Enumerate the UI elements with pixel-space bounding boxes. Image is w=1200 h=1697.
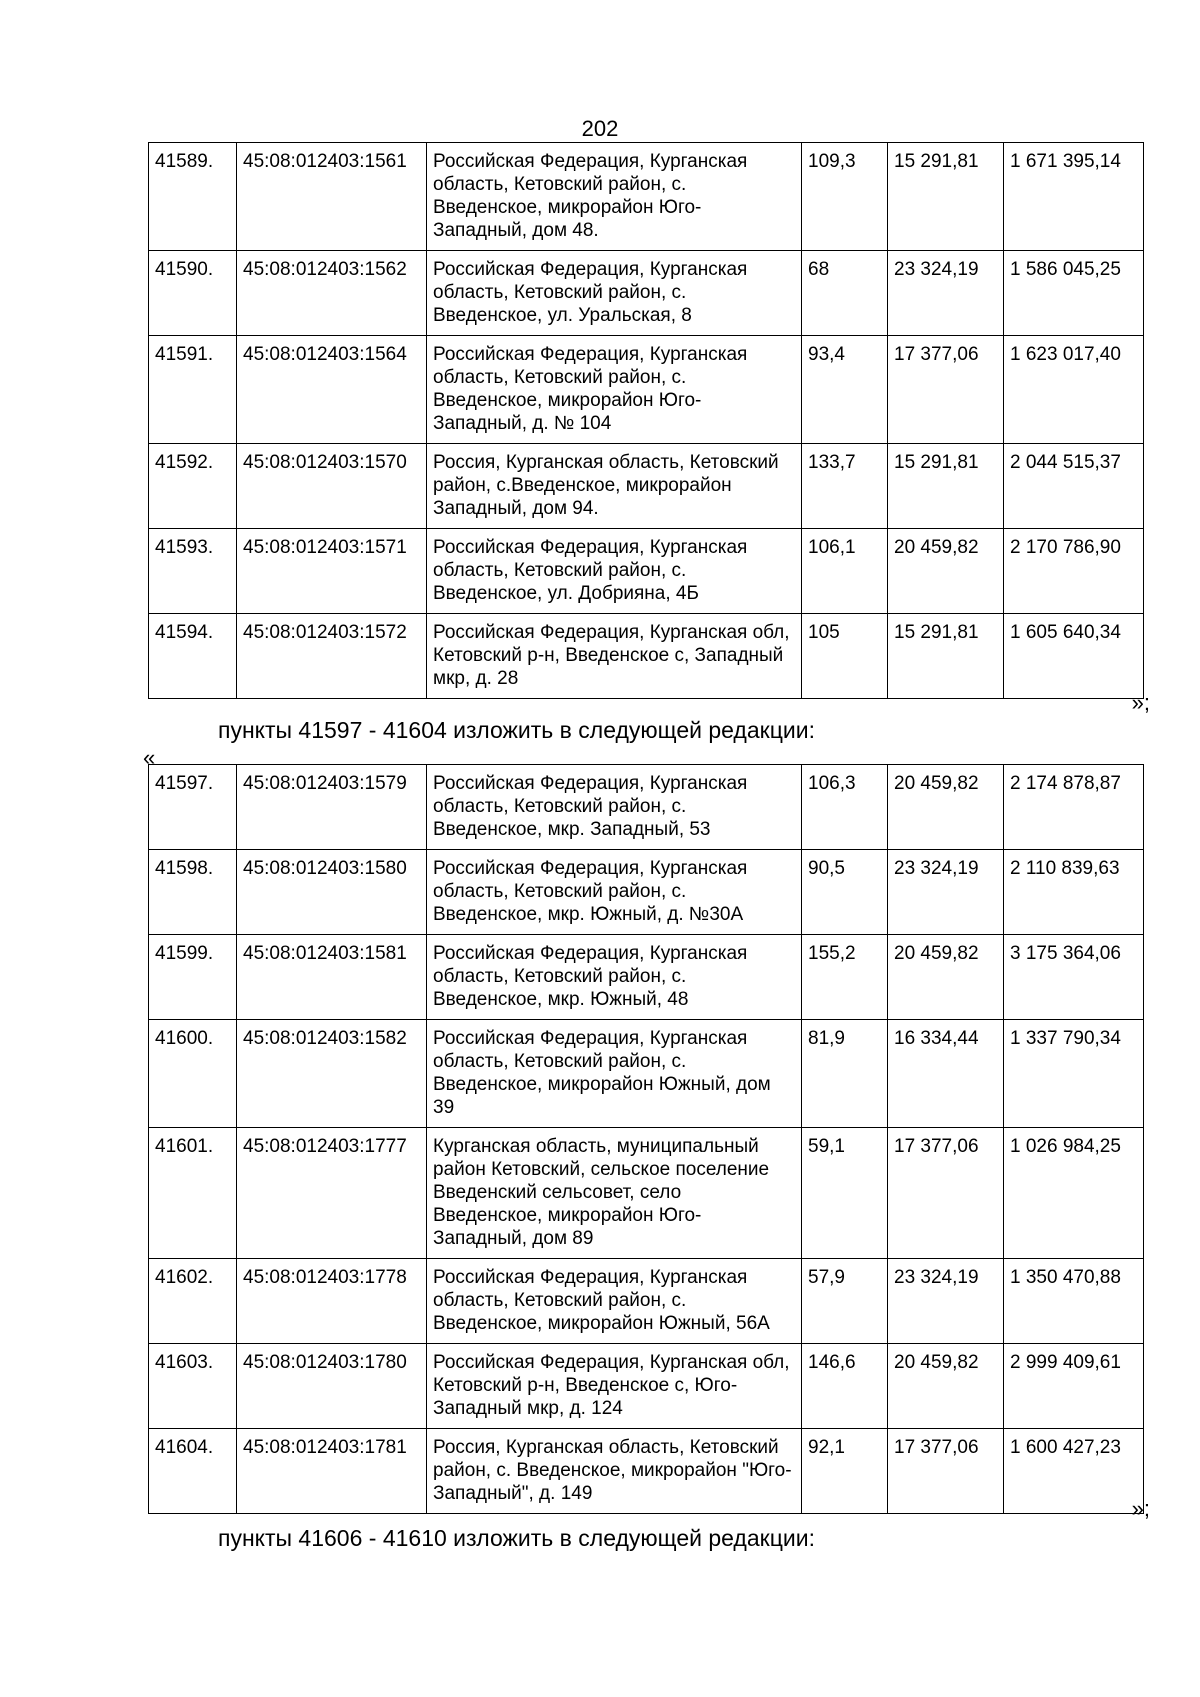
row-number-cell: 41597.	[149, 765, 237, 850]
address-cell: Российская Федерация, Курганская область, Кетовский район, с. Введенское, микрорайон Южный, 56А	[427, 1259, 802, 1344]
area-cell: 93,4	[802, 336, 888, 444]
table-row	[149, 850, 1144, 935]
table-row	[149, 251, 1144, 336]
table-row	[149, 529, 1144, 614]
table-row	[149, 1429, 1144, 1514]
area-cell: 68	[802, 251, 888, 336]
cadastral-value-cell: 1 623 017,40	[1004, 336, 1144, 444]
rate-cell: 23 324,19	[888, 251, 1004, 336]
rate-cell: 23 324,19	[888, 1259, 1004, 1344]
rate-cell: 15 291,81	[888, 143, 1004, 251]
cadastral-number-cell: 45:08:012403:1561	[237, 143, 427, 251]
row-number-cell: 41600.	[149, 1020, 237, 1128]
cadastral-number-cell: 45:08:012403:1579	[237, 765, 427, 850]
address-cell: Российская Федерация, Курганская область, Кетовский район, с. Введенское, мкр. Южный, д. №30А	[427, 850, 802, 935]
area-cell: 146,6	[802, 1344, 888, 1429]
cadastral-value-cell: 1 026 984,25	[1004, 1128, 1144, 1259]
cadastral-number-cell: 45:08:012403:1780	[237, 1344, 427, 1429]
cadastral-value-cell: 1 337 790,34	[1004, 1020, 1144, 1128]
cadastral-number-cell: 45:08:012403:1581	[237, 935, 427, 1020]
row-number-cell: 41590.	[149, 251, 237, 336]
area-cell: 92,1	[802, 1429, 888, 1514]
address-cell: Российская Федерация, Курганская область, Кетовский район, с. Введенское, мкр. Южный, 48	[427, 935, 802, 1020]
area-cell: 90,5	[802, 850, 888, 935]
cadastral-number-cell: 45:08:012403:1564	[237, 336, 427, 444]
cadastral-number-cell: 45:08:012403:1580	[237, 850, 427, 935]
rate-cell: 16 334,44	[888, 1020, 1004, 1128]
row-number-cell: 41592.	[149, 444, 237, 529]
cadastral-value-cell: 1 350 470,88	[1004, 1259, 1144, 1344]
row-number-cell: 41598.	[149, 850, 237, 935]
cadastral-value-cell: 3 175 364,06	[1004, 935, 1144, 1020]
row-number-cell: 41603.	[149, 1344, 237, 1429]
table-row	[149, 1128, 1144, 1259]
cadastral-value-cell: 2 044 515,37	[1004, 444, 1144, 529]
cadastral-number-cell: 45:08:012403:1778	[237, 1259, 427, 1344]
area-cell: 59,1	[802, 1128, 888, 1259]
address-cell: Российская Федерация, Курганская область, Кетовский район, с. Введенское, микрорайон Юго-Западный, д. № 104	[427, 336, 802, 444]
address-cell: Российская Федерация, Курганская область, Кетовский район, с. Введенское, микрорайон Юго-Западный, дом 48.	[427, 143, 802, 251]
table-row	[149, 444, 1144, 529]
address-cell: Российская Федерация, Курганская область, Кетовский район, с. Введенское, ул. Уральская, 8	[427, 251, 802, 336]
area-cell: 155,2	[802, 935, 888, 1020]
rate-cell: 20 459,82	[888, 1344, 1004, 1429]
rate-cell: 15 291,81	[888, 614, 1004, 699]
address-cell: Российская Федерация, Курганская обл, Кетовский р-н, Введенское с, Западный мкр, д. 28	[427, 614, 802, 699]
table-row	[149, 935, 1144, 1020]
cadastral-value-cell: 2 174 878,87	[1004, 765, 1144, 850]
property-table-2-body	[149, 765, 1144, 1514]
row-number-cell: 41604.	[149, 1429, 237, 1514]
address-cell: Курганская область, муниципальный район Кетовский, сельское поселение Введенский сельсовет, село Введенское, микрорайон Юго-Западный, дом 89	[427, 1128, 802, 1259]
area-cell: 57,9	[802, 1259, 888, 1344]
area-cell: 106,3	[802, 765, 888, 850]
property-table-1	[148, 142, 1144, 699]
cadastral-number-cell: 45:08:012403:1781	[237, 1429, 427, 1514]
cadastral-value-cell: 1 605 640,34	[1004, 614, 1144, 699]
row-number-cell: 41602.	[149, 1259, 237, 1344]
rate-cell: 20 459,82	[888, 529, 1004, 614]
row-number-cell: 41589.	[149, 143, 237, 251]
row-number-cell: 41593.	[149, 529, 237, 614]
cadastral-value-cell: 2 170 786,90	[1004, 529, 1144, 614]
row-number-cell: 41601.	[149, 1128, 237, 1259]
row-number-cell: 41594.	[149, 614, 237, 699]
cadastral-value-cell: 1 600 427,23	[1004, 1429, 1144, 1514]
rate-cell: 17 377,06	[888, 1128, 1004, 1259]
area-cell: 106,1	[802, 529, 888, 614]
address-cell: Российская Федерация, Курганская область, Кетовский район, с. Введенское, микрорайон Южный, дом 39	[427, 1020, 802, 1128]
area-cell: 133,7	[802, 444, 888, 529]
table-row	[149, 765, 1144, 850]
page-number: 202	[581, 116, 619, 141]
opening-quote: «	[143, 745, 156, 770]
table-row	[149, 143, 1144, 251]
area-cell: 81,9	[802, 1020, 888, 1128]
table-row	[149, 1344, 1144, 1429]
closing-quote-2: »;	[1131, 1496, 1150, 1521]
instruction-2: пункты 41606 - 41610 изложить в следующей редакции:	[218, 1525, 815, 1551]
address-cell: Российская Федерация, Курганская обл, Кетовский р-н, Введенское с, Юго-Западный мкр, д. 124	[427, 1344, 802, 1429]
table-row	[149, 1259, 1144, 1344]
cadastral-number-cell: 45:08:012403:1571	[237, 529, 427, 614]
address-cell: Российская Федерация, Курганская область, Кетовский район, с. Введенское, ул. Добрияна, 4Б	[427, 529, 802, 614]
rate-cell: 17 377,06	[888, 1429, 1004, 1514]
property-table-1-body	[149, 143, 1144, 699]
rate-cell: 17 377,06	[888, 336, 1004, 444]
rate-cell: 23 324,19	[888, 850, 1004, 935]
row-number-cell: 41591.	[149, 336, 237, 444]
cadastral-number-cell: 45:08:012403:1777	[237, 1128, 427, 1259]
area-cell: 105	[802, 614, 888, 699]
rate-cell: 20 459,82	[888, 935, 1004, 1020]
row-number-cell: 41599.	[149, 935, 237, 1020]
table-row	[149, 336, 1144, 444]
address-cell: Российская Федерация, Курганская область, Кетовский район, с. Введенское, мкр. Западный, 53	[427, 765, 802, 850]
table-row	[149, 614, 1144, 699]
cadastral-number-cell: 45:08:012403:1570	[237, 444, 427, 529]
area-cell: 109,3	[802, 143, 888, 251]
cadastral-number-cell: 45:08:012403:1562	[237, 251, 427, 336]
address-cell: Россия, Курганская область, Кетовский район, с.Введенское, микрорайон Западный, дом 94.	[427, 444, 802, 529]
property-table-2	[148, 764, 1144, 1514]
cadastral-number-cell: 45:08:012403:1572	[237, 614, 427, 699]
cadastral-value-cell: 2 999 409,61	[1004, 1344, 1144, 1429]
cadastral-value-cell: 2 110 839,63	[1004, 850, 1144, 935]
address-cell: Россия, Курганская область, Кетовский район, с. Введенское, микрорайон "Юго-Западный", д. 149	[427, 1429, 802, 1514]
cadastral-value-cell: 1 586 045,25	[1004, 251, 1144, 336]
cadastral-number-cell: 45:08:012403:1582	[237, 1020, 427, 1128]
table-row	[149, 1020, 1144, 1128]
rate-cell: 15 291,81	[888, 444, 1004, 529]
cadastral-value-cell: 1 671 395,14	[1004, 143, 1144, 251]
rate-cell: 20 459,82	[888, 765, 1004, 850]
closing-quote-1: »;	[1131, 690, 1150, 715]
instruction-1: пункты 41597 - 41604 изложить в следующей редакции:	[218, 717, 815, 743]
